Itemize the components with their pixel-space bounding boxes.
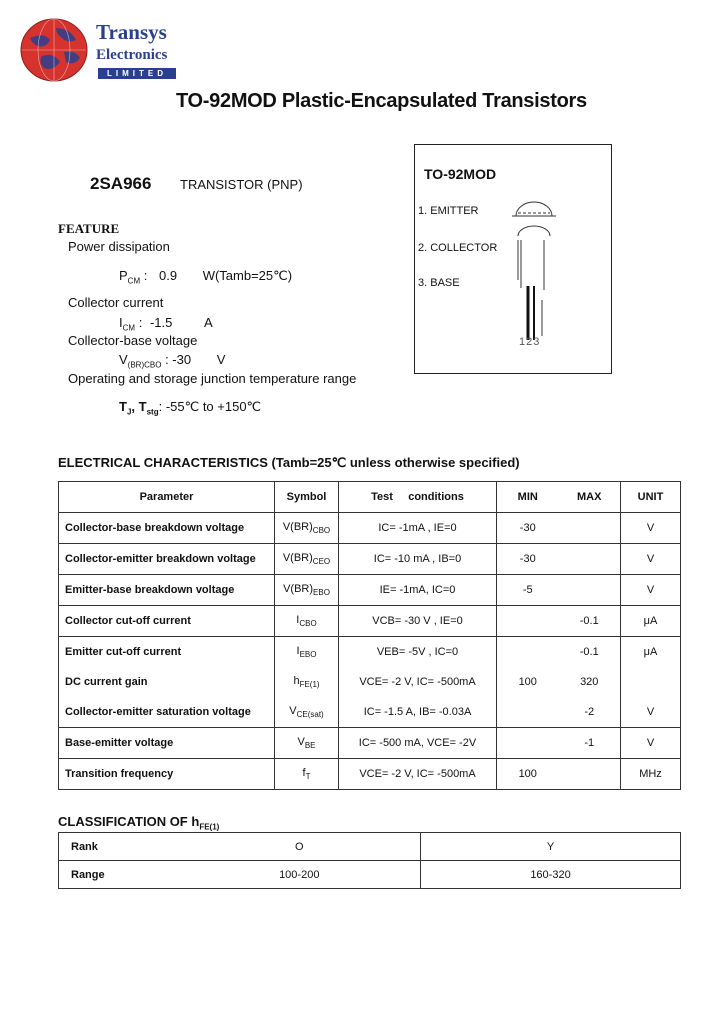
table-row — [59, 728, 681, 759]
cell-min: 100 — [497, 759, 559, 790]
table-row — [59, 544, 681, 575]
cell-unit: V — [621, 728, 681, 759]
cell-unit: MHz — [621, 759, 681, 790]
header-parameter: Parameter — [59, 482, 275, 513]
cell-param: Emitter-base breakdown voltage — [59, 575, 275, 606]
cell-max: -2 — [559, 697, 621, 728]
cell-max: 320 — [559, 667, 621, 697]
table-row — [59, 575, 681, 606]
cell-cond: IC= -10 mA , IB=0 — [339, 544, 497, 575]
range-o: 100-200 — [179, 861, 421, 889]
table-row — [59, 697, 681, 728]
cell-symbol: $V_{BE}$ — [275, 728, 339, 759]
header-unit: UNIT — [621, 482, 681, 513]
cell-param: Collector-emitter saturation voltage — [59, 697, 275, 728]
cell-param: Collector-emitter breakdown voltage — [59, 544, 275, 575]
pin-collector: 2. COLLECTOR — [418, 242, 498, 254]
table-row — [59, 833, 681, 861]
cell-param: Collector cut-off current — [59, 606, 275, 637]
cell-symbol: $I_{EBO}$ — [275, 637, 339, 668]
pin-base: 3. BASE — [418, 277, 460, 289]
cell-param: Transition frequency — [59, 759, 275, 790]
vcb-spec: $V_{(BR)CBO}$ : -30 V — [119, 352, 226, 370]
cell-unit: V — [621, 697, 681, 728]
cell-cond: VEB= -5V , IC=0 — [339, 637, 497, 668]
rank-label: Rank — [59, 833, 179, 861]
rank-o: O — [179, 833, 421, 861]
cell-cond: IC= -1.5 A, IB= -0.03A — [339, 697, 497, 728]
feature-heading: FEATURE — [58, 221, 120, 236]
rank-y: Y — [421, 833, 681, 861]
cell-max: -1 — [559, 728, 621, 759]
classification-table — [58, 832, 681, 889]
vcb-label: Collector-base voltage — [68, 333, 198, 348]
cell-symbol: $f_T$ — [275, 759, 339, 790]
cell-max: -0.1 — [559, 606, 621, 637]
cell-symbol: $V(BR)_{CBO}$ — [275, 513, 339, 544]
page-title: TO-92MOD Plastic-Encapsulated Transistors — [176, 90, 587, 112]
cell-min: -30 — [497, 513, 559, 544]
cell-max — [559, 544, 621, 575]
cell-symbol: $I_{CBO}$ — [275, 606, 339, 637]
cell-symbol: $V(BR)_{CEO}$ — [275, 544, 339, 575]
cell-unit — [621, 667, 681, 697]
cell-unit: V — [621, 575, 681, 606]
electrical-heading: ELECTRICAL CHARACTERISTICS (Tamb=25℃ unless otherwise specified) — [58, 455, 520, 470]
table-row — [59, 759, 681, 790]
cell-symbol: $V_{CE(sat)}$ — [275, 697, 339, 728]
cell-min: 100 — [497, 667, 559, 697]
package-drawing-icon — [508, 200, 560, 340]
cell-param: DC current gain — [59, 667, 275, 697]
power-label: Power dissipation — [68, 239, 170, 254]
cell-cond: IE= -1mA, IC=0 — [339, 575, 497, 606]
cell-cond: VCB= -30 V , IE=0 — [339, 606, 497, 637]
table-row — [59, 513, 681, 544]
pcm-spec: $P_{CM}$ : 0.9 W(Tamb=25℃) — [119, 268, 293, 286]
cell-max — [559, 575, 621, 606]
brand-name: Transys — [96, 20, 167, 44]
cell-unit: μA — [621, 606, 681, 637]
cell-param: Emitter cut-off current — [59, 637, 275, 668]
cell-unit: μA — [621, 637, 681, 668]
cell-cond: IC= -1mA , IE=0 — [339, 513, 497, 544]
table-row — [59, 667, 681, 697]
brand-tag: LIMITED — [98, 68, 176, 79]
table-row — [59, 637, 681, 668]
cell-cond: VCE= -2 V, IC= -500mA — [339, 667, 497, 697]
cell-symbol: $V(BR)_{EBO}$ — [275, 575, 339, 606]
cell-min — [497, 697, 559, 728]
pin-emitter: 1. EMITTER — [418, 205, 479, 217]
cell-max — [559, 759, 621, 790]
cell-unit: V — [621, 513, 681, 544]
package-title: TO-92MOD — [424, 166, 497, 182]
cell-param: Base-emitter voltage — [59, 728, 275, 759]
cell-min: -5 — [497, 575, 559, 606]
table-row — [59, 861, 681, 889]
cell-min: -30 — [497, 544, 559, 575]
table-header — [59, 482, 681, 513]
cell-unit: V — [621, 544, 681, 575]
cell-cond: VCE= -2 V, IC= -500mA — [339, 759, 497, 790]
electrical-table — [58, 481, 681, 790]
icm-spec: $I_{CM}$ : -1.5 A — [119, 315, 213, 333]
temp-spec: $T_J$, $T_{stg}$: -55℃ to +150℃ — [119, 399, 262, 417]
part-type: TRANSISTOR (PNP) — [180, 177, 303, 192]
range-label: Range — [59, 861, 179, 889]
pin-numbers: 123 — [519, 336, 541, 348]
header-conditions: Test conditions — [339, 482, 497, 513]
table-row — [59, 606, 681, 637]
temp-label: Operating and storage junction temperature range — [68, 371, 357, 386]
range-y: 160-320 — [421, 861, 681, 889]
cell-symbol: $h_{FE(1)}$ — [275, 667, 339, 697]
cell-min — [497, 728, 559, 759]
header-min: MIN — [497, 482, 559, 513]
ic-label: Collector current — [68, 295, 164, 310]
header-max: MAX — [559, 482, 621, 513]
header-symbol: Symbol — [275, 482, 339, 513]
cell-cond: IC= -500 mA, VCE= -2V — [339, 728, 497, 759]
brand-subtitle: Electronics — [96, 47, 168, 63]
cell-min — [497, 606, 559, 637]
globe-logo-icon — [20, 18, 88, 82]
classification-heading: CLASSIFICATION OF $h_{FE(1)}$ — [58, 814, 220, 832]
cell-min — [497, 637, 559, 668]
cell-max — [559, 513, 621, 544]
cell-max: -0.1 — [559, 637, 621, 668]
cell-param: Collector-base breakdown voltage — [59, 513, 275, 544]
part-number: 2SA966 — [90, 174, 152, 193]
